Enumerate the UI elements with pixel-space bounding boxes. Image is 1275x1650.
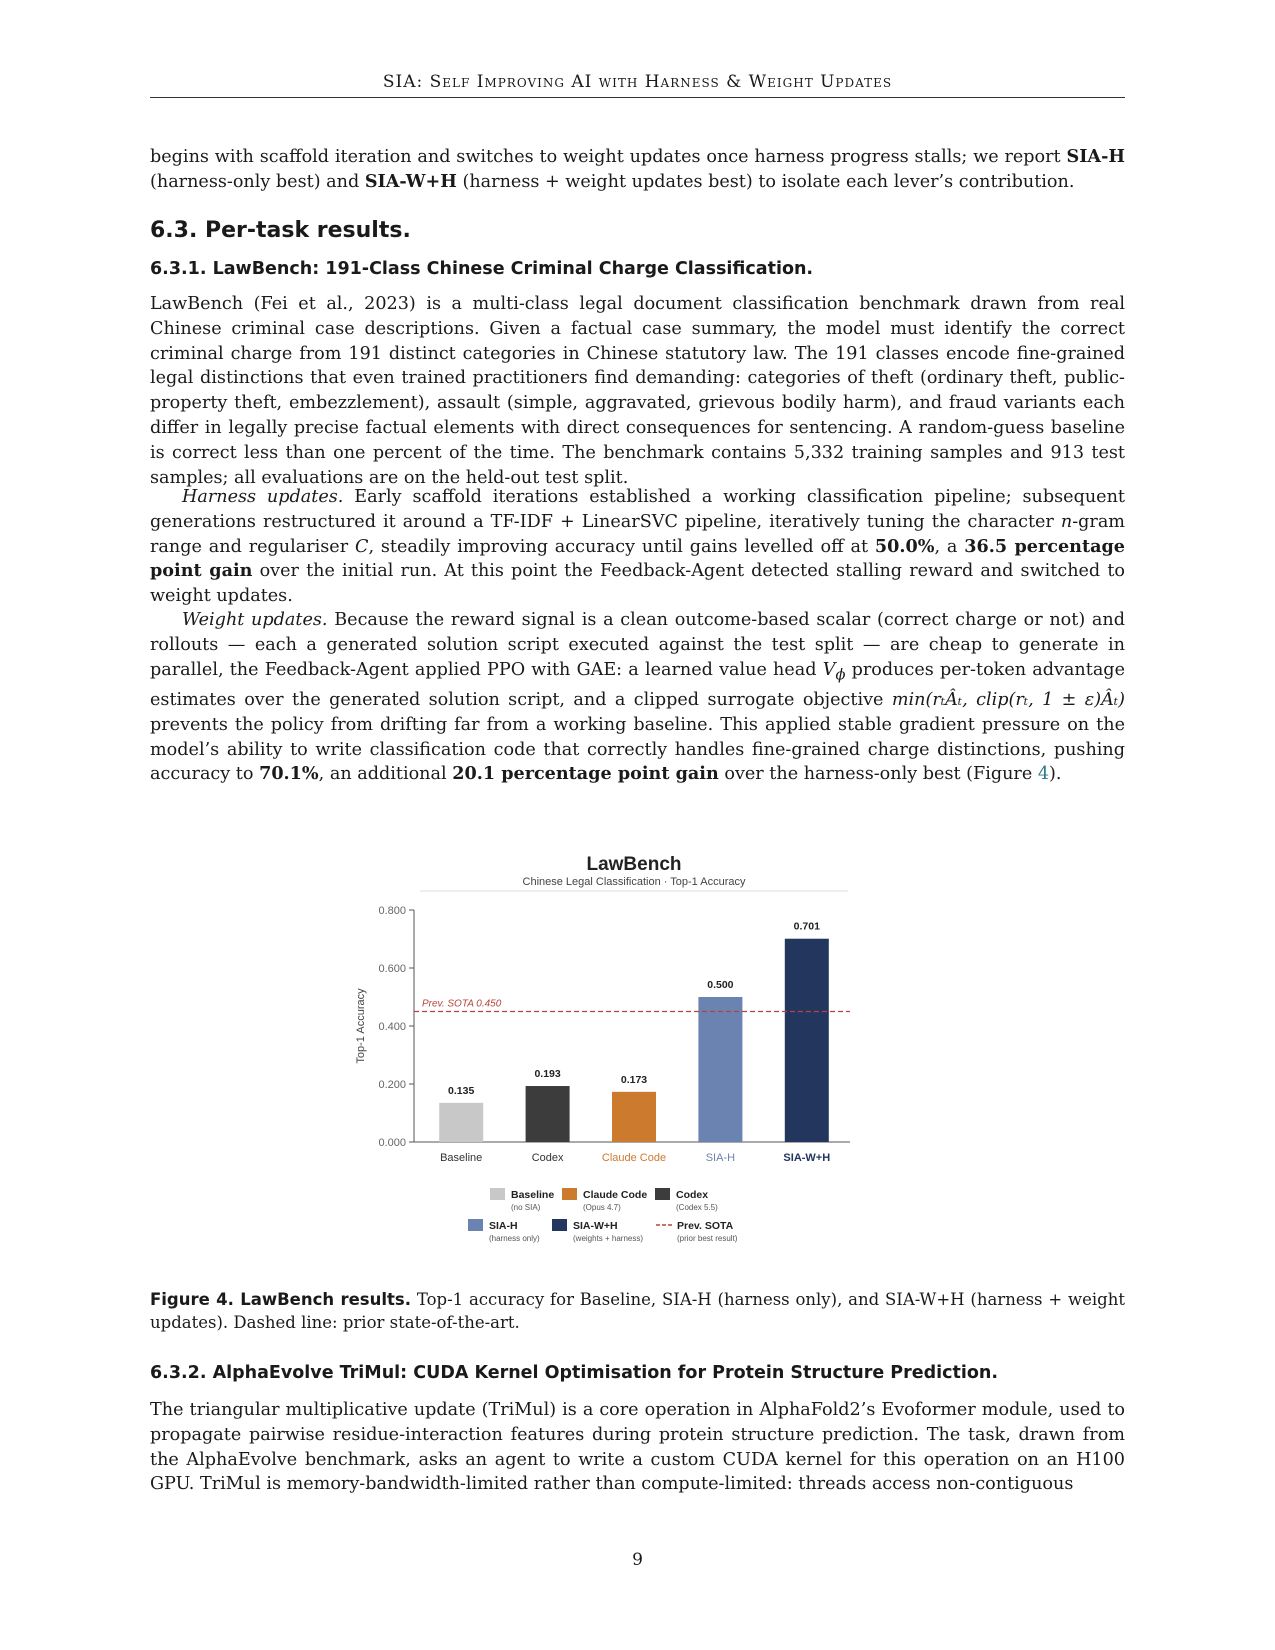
y-tick-label: 0.000 <box>378 1137 406 1149</box>
lawbench-paragraph: LawBench (Fei et al., 2023) is a multi-class legal document classification benchmark drawn from real Chinese criminal case descriptions. Given a factual case summary, the model must identify the correct criminal charge from 191 distinct categories in Chinese statutory law. The 191 classes encode fine-grained legal distinctions that even trained practitioners find demanding: categories of theft (ordinary theft, public-property theft, embezzlement), assault (simple, aggravated, grievous bodily harm), and fraud variants each differ in legally precise factual elements with direct consequences for sentencing. A random-guess baseline is correct less than one percent of the time. The benchmark contains 5,332 training samples and 913 test samples; all evaluations are on the held-out test split. <box>150 294 1125 488</box>
caption-label: Figure 4. LawBench results. <box>150 1290 412 1309</box>
legend-swatch <box>490 1188 505 1200</box>
bar <box>612 1092 656 1142</box>
subsection-heading: 6.3.2. AlphaEvolve TriMul: CUDA Kernel Optimisation for Protein Structure Prediction. <box>150 1363 998 1383</box>
chart-title: LawBench <box>586 854 682 875</box>
subsection-heading-block <box>150 259 1125 279</box>
text-run: begins with scaffold iteration and switches to weight updates once harness progress stalls; we report <box>150 147 1067 167</box>
bar <box>785 939 829 1142</box>
trimul-paragraph: The triangular multiplicative update (TriMul) is a core operation in AlphaFold2’s Evoformer module, used to propagate pairwise residue-interaction features during protein structure prediction. The task, drawn from the AlphaEvolve benchmark, asks an agent to write a custom CUDA kernel for this operation on an H100 GPU. TriMul is memory-bandwidth-limited rather than compute-limited: threads access non-contiguous <box>150 1400 1125 1495</box>
section-heading-block <box>150 218 1125 243</box>
math-var: n <box>1060 511 1073 532</box>
weight-updates-paragraph <box>150 608 1125 787</box>
text-run: over the initial run. At this point the Feedback-Agent detected stalling reward and switched to weight updates. <box>150 561 1125 607</box>
legend-swatch <box>562 1188 577 1200</box>
legend-swatch <box>655 1188 670 1200</box>
chart-plot-group <box>355 854 850 1243</box>
intro-paragraph <box>150 145 1125 195</box>
page-number: 9 <box>632 1550 643 1570</box>
prev-sota-label: Prev. SOTA 0.450 <box>422 998 502 1010</box>
harness-updates-paragraph <box>150 485 1125 609</box>
y-tick-label: 0.400 <box>378 1021 406 1033</box>
text-run: Because the reward signal is a clean outcome-based scalar (correct charge or not) and rollouts — each a generated solution script executed against the test split — are cheap to generate in parallel, the Feedback-Agent applied PPO with GAE: a learned value head <box>150 610 1125 680</box>
y-tick-label: 0.800 <box>378 905 406 917</box>
x-tick-label: SIA-W+H <box>783 1152 831 1164</box>
text-run: , steadily improving accuracy until gains levelled off at <box>368 536 875 557</box>
x-tick-label: SIA-H <box>705 1152 736 1164</box>
bold-run: 20.1 percentage point gain <box>452 763 719 785</box>
bar-value-label: 0.193 <box>534 1068 561 1081</box>
legend-label: Codex <box>676 1189 709 1201</box>
legend-swatch <box>468 1219 483 1231</box>
x-tick-label: Codex <box>531 1152 564 1164</box>
bold-run: 50.0% <box>874 535 935 557</box>
x-tick-label: Claude Code <box>601 1152 667 1164</box>
legend-sublabel: (Codex 5.5) <box>676 1203 718 1212</box>
weight-paragraph-block <box>150 608 1125 787</box>
text-run: Early scaffold iterations established a working classification pipeline; subsequent generations restructured it around a TF-IDF + LinearSVC pipeline, iteratively tuning the character <box>150 487 1125 532</box>
subsection-heading: 6.3.1. LawBench: 191-Class Chinese Criminal Charge Classification. <box>150 259 814 279</box>
bar-value-label: 0.701 <box>793 920 820 933</box>
bar <box>526 1086 570 1142</box>
legend-sublabel: (prior best result) <box>677 1234 738 1243</box>
paper-page <box>150 0 1125 1650</box>
text-run: (harness-only best) and <box>150 171 365 192</box>
text-run: -gram range and regulariser <box>150 511 1125 557</box>
paragraph-lead: Weight updates. <box>182 610 328 630</box>
text-run: over the harness-only best (Figure <box>718 764 1038 785</box>
legend-sublabel: (no SIA) <box>511 1203 541 1212</box>
legend-label: Baseline <box>511 1189 555 1201</box>
trimul-paragraph-block <box>150 1398 1125 1497</box>
legend-label: Claude Code <box>583 1189 648 1201</box>
caption-text: Top-1 accuracy for Baseline, SIA-H (harness only), and SIA-W+H (harness + weight updates). Dashed line: prior state-of-the-art. <box>150 1290 1125 1332</box>
paragraph-lead: Harness updates. <box>182 487 344 507</box>
text-run: prevents the policy from drifting far from a working baseline. This applied stable gradient pressure on the model’s ability to write classification code that correctly handles fine-grained charge distinctions, pushing accuracy to <box>150 714 1125 785</box>
bar <box>439 1103 483 1142</box>
math-var: V <box>822 659 836 680</box>
math-var: C <box>354 536 369 557</box>
bold-run: 70.1% <box>259 763 319 785</box>
text-run: , an additional <box>318 764 453 785</box>
legend-label: SIA-W+H <box>573 1220 618 1232</box>
text-run: produces per-token advantage estimates over the generated solution script, and a clipped surrogate objective <box>150 659 1125 710</box>
math-subscript: ϕ <box>835 666 846 684</box>
legend-label: Prev. SOTA <box>677 1220 734 1232</box>
legend-sublabel: (weights + harness) <box>573 1234 644 1243</box>
bar <box>698 997 742 1142</box>
chart-subtitle: Chinese Legal Classification · Top-1 Accuracy <box>522 876 746 888</box>
legend-label: SIA-H <box>489 1220 518 1232</box>
legend-swatch <box>552 1219 567 1231</box>
bold-run: SIA-W+H <box>364 170 457 192</box>
header-rule <box>150 97 1125 98</box>
figure-4 <box>350 848 910 1278</box>
figure-reference-link[interactable]: 4 <box>1037 764 1050 785</box>
intro-paragraph-block <box>150 145 1125 195</box>
legend-sublabel: (Opus 4.7) <box>583 1203 621 1212</box>
bold-run: SIA-H <box>1066 146 1125 167</box>
y-tick-label: 0.200 <box>378 1079 406 1091</box>
bar-value-label: 0.500 <box>707 979 734 991</box>
text-run: , a <box>934 536 965 557</box>
text-run: ). <box>1049 764 1062 785</box>
y-tick-label: 0.600 <box>378 963 406 975</box>
bold-run: 36.5 percentage point gain <box>150 535 1125 582</box>
section-heading: 6.3. Per-task results. <box>150 218 411 243</box>
bar-value-label: 0.173 <box>620 1073 648 1086</box>
harness-paragraph-block <box>150 485 1125 609</box>
text-run: (harness + weight updates best) to isolate each lever’s contribution. <box>456 171 1075 192</box>
bar-value-label: 0.135 <box>448 1084 475 1097</box>
running-head: SIA: Self Improving AI with Harness & Weight Updates <box>382 72 893 92</box>
math-formula: min(rₜÂₜ, clip(rₜ, 1 ± ε)Âₜ) <box>891 689 1125 710</box>
y-axis-label: Top-1 Accuracy <box>355 988 367 1064</box>
subsection-heading-block <box>150 1363 1125 1383</box>
lawbench-paragraph-block <box>150 292 1125 490</box>
x-tick-label: Baseline <box>440 1152 483 1164</box>
lawbench-bar-chart <box>350 848 910 1278</box>
legend-sublabel: (harness only) <box>489 1234 540 1243</box>
figure-caption <box>150 1288 1125 1334</box>
